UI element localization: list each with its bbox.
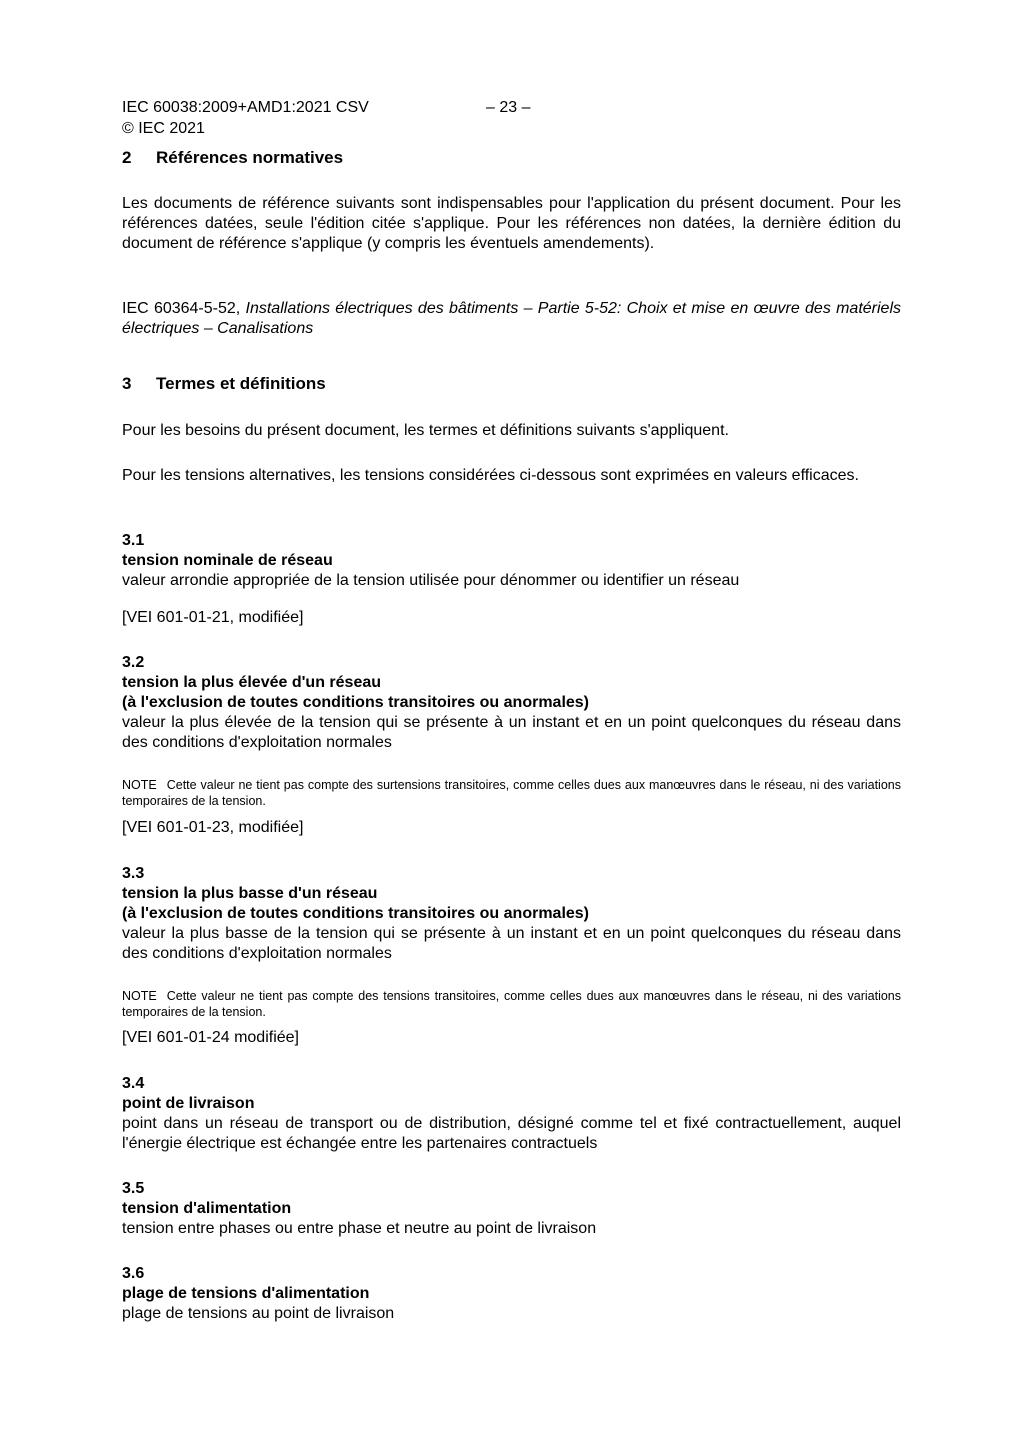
term-name: tension d'alimentation (122, 1200, 292, 1217)
section-2-intro: Les documents de référence suivants sont indispensables pour l'application du présent document. Pour les références datées, seule l'édition citée s'applique. Pour les références non datées, la dernière édition du document de référence s'applique (y compris les éventuels amendements). (122, 195, 901, 252)
term-3-2-note (122, 777, 901, 809)
copyright-notice: © IEC 2021 (122, 120, 205, 137)
term-definition: valeur arrondie appropriée de la tension utilisée pour dénommer ou identifier un réseau (122, 572, 740, 589)
section-3-intro-1: Pour les besoins du présent document, les termes et définitions suivants s'appliquent. (122, 422, 729, 439)
term-number: 3.5 (122, 1180, 145, 1197)
note-text: Cette valeur ne tient pas compte des tensions transitoires, comme celles dues aux manœuvres dans le réseau, ni des variations temporaires de la tension. (122, 989, 901, 1019)
section-3-title: Termes et définitions (156, 374, 326, 393)
term-3-5 (122, 1179, 901, 1239)
document-id: IEC 60038:2009+AMD1:2021 CSV (122, 99, 369, 116)
term-name-qualifier: (à l'exclusion de toutes conditions transitoires ou anormales) (122, 694, 590, 711)
term-3-3-source: [VEI 601-01-24 modifiée] (122, 1029, 299, 1046)
section-3-intro-2: Pour les tensions alternatives, les tensions considérées ci-dessous sont exprimées en valeurs efficaces. (122, 467, 859, 484)
term-number: 3.1 (122, 532, 145, 549)
note-text: Cette valeur ne tient pas compte des surtensions transitoires, comme celles dues aux manœuvres dans le réseau, ni des variations temporaires de la tension. (122, 778, 901, 808)
section-3-number: 3 (122, 374, 132, 393)
term-name: point de livraison (122, 1095, 255, 1112)
term-definition: tension entre phases ou entre phase et neutre au point de livraison (122, 1220, 597, 1237)
term-3-3 (122, 864, 901, 964)
term-name: plage de tensions d'alimentation (122, 1285, 370, 1302)
term-3-1 (122, 531, 901, 591)
term-name: tension la plus basse d'un réseau (122, 885, 378, 902)
term-3-3-note (122, 988, 901, 1020)
term-number: 3.3 (122, 865, 145, 882)
term-number: 3.4 (122, 1075, 145, 1092)
term-3-4 (122, 1074, 901, 1154)
term-3-6 (122, 1264, 901, 1324)
page-number: – 23 – (486, 99, 531, 116)
note-label: NOTE (122, 778, 157, 792)
reference-title: Installations électriques des bâtiments – Partie 5-52: Choix et mise en œuvre des matériels électriques – Canalisations (122, 300, 901, 337)
term-number: 3.6 (122, 1265, 145, 1282)
term-name: tension nominale de réseau (122, 552, 333, 569)
reference-code: IEC 60364-5-52, (122, 300, 246, 317)
normative-reference (122, 299, 901, 339)
section-2-number: 2 (122, 148, 132, 167)
term-3-2-source: [VEI 601-01-23, modifiée] (122, 819, 304, 836)
term-3-2 (122, 653, 901, 753)
term-definition: plage de tensions au point de livraison (122, 1305, 395, 1322)
section-3-heading (122, 373, 326, 395)
section-2-heading (122, 147, 343, 169)
term-definition: point dans un réseau de transport ou de distribution, désigné comme tel et fixé contractuellement, auquel l'énergie électrique est échangée entre les partenaires contractuels (122, 1115, 901, 1152)
term-3-1-source: [VEI 601-01-21, modifiée] (122, 609, 304, 626)
term-definition: valeur la plus élevée de la tension qui se présente à un instant et en un point quelconques du réseau dans des conditions d'exploitation normales (122, 714, 901, 751)
term-number: 3.2 (122, 654, 145, 671)
section-2-title: Références normatives (156, 148, 344, 167)
note-label: NOTE (122, 989, 157, 1003)
term-definition: valeur la plus basse de la tension qui se présente à un instant et en un point quelconques du réseau dans des conditions d'exploitation normales (122, 925, 901, 962)
term-name-qualifier: (à l'exclusion de toutes conditions transitoires ou anormales) (122, 905, 590, 922)
term-name: tension la plus élevée d'un réseau (122, 674, 382, 691)
